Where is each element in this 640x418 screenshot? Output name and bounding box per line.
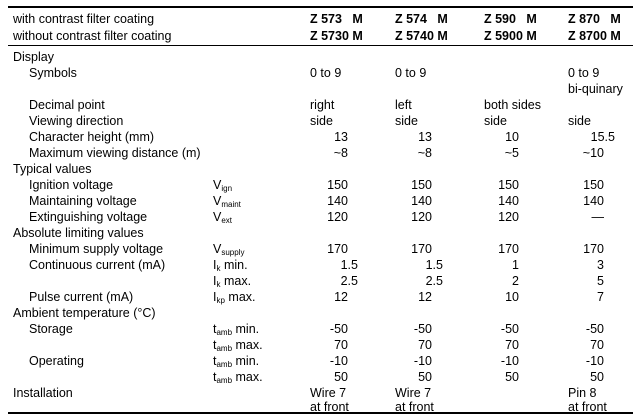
cell-operating-min-3: -10 <box>500 354 519 368</box>
row-contcurrent-label: Continuous current (mA) <box>29 258 166 272</box>
cell-installation-1b: at front <box>310 400 349 414</box>
sym-maintaining: $V_{maint}$ <box>213 194 241 209</box>
section-absolute: Absolute limiting values <box>13 226 144 240</box>
section-typical: Typical values <box>13 162 92 176</box>
cell-ignition-1: 150 <box>327 178 348 192</box>
cell-operating-min-1: -10 <box>329 354 348 368</box>
cell-storage-max-4: 70 <box>590 338 604 352</box>
cell-symbols-1: 0 to 9 <box>310 66 342 80</box>
cell-contcurrent-max-1: 2.5 <box>340 274 358 288</box>
cell-storage-min-2: -50 <box>413 322 432 336</box>
model-z5730: Z 5730 M <box>310 29 363 43</box>
cell-maxview-3: ~5 <box>504 146 519 160</box>
cell-contcurrent-min-4: 3 <box>597 258 604 272</box>
row-minsupply-label: Minimum supply voltage <box>29 242 164 256</box>
cell-maintaining-3: 140 <box>498 194 519 208</box>
cell-ignition-2: 150 <box>411 178 432 192</box>
cell-decimal-1: right <box>310 98 335 112</box>
header-row2-label: without contrast filter coating <box>13 29 172 43</box>
model-z8700: Z 8700 M <box>568 29 621 43</box>
cell-minsupply-2: 170 <box>411 242 432 256</box>
cell-storage-min-3: -50 <box>500 322 519 336</box>
cell-operating-min-2: -10 <box>413 354 432 368</box>
section-ambient: Ambient temperature (°C) <box>13 306 156 320</box>
model-z573: Z 573 M <box>310 12 363 26</box>
cell-symbols-4b: bi-quinary <box>568 82 623 96</box>
cell-viewing-3: side <box>484 114 507 128</box>
cell-contcurrent-max-2: 2.5 <box>425 274 443 288</box>
cell-maxview-4: ~10 <box>582 146 604 160</box>
model-z574: Z 574 M <box>395 12 448 26</box>
cell-pulsecurrent-1: 12 <box>334 290 348 304</box>
cell-symbols-2: 0 to 9 <box>395 66 427 80</box>
cell-installation-2a: Wire 7 <box>395 386 432 400</box>
row-viewing-label: Viewing direction <box>29 114 124 128</box>
cell-operating-max-1: 50 <box>334 370 348 384</box>
cell-storage-max-3: 70 <box>505 338 519 352</box>
cell-operating-max-2: 50 <box>418 370 432 384</box>
cell-operating-max-4: 50 <box>590 370 604 384</box>
top-rule <box>8 6 633 8</box>
cell-minsupply-3: 170 <box>498 242 519 256</box>
sym-storage-min: $t_{amb}$ min. <box>213 322 260 337</box>
cell-maintaining-2: 140 <box>411 194 432 208</box>
model-z5900: Z 5900 M <box>484 29 537 43</box>
row-maxview-label: Maximum viewing distance (m) <box>29 146 201 160</box>
row-maintaining-label: Maintaining voltage <box>29 194 137 208</box>
cell-ignition-4: 150 <box>583 178 604 192</box>
cell-storage-min-1: -50 <box>329 322 348 336</box>
row-storage-label: Storage <box>29 322 73 336</box>
cell-storage-min-4: -50 <box>585 322 604 336</box>
cell-viewing-1: side <box>310 114 333 128</box>
cell-pulsecurrent-3: 10 <box>505 290 519 304</box>
sym-extinguishing: $V_{ext}$ <box>213 210 233 225</box>
cell-contcurrent-max-3: 2 <box>512 274 519 288</box>
cell-extinguishing-3: 120 <box>498 210 519 224</box>
cell-decimal-2: left <box>395 98 412 112</box>
cell-charheight-4: 15.5 <box>590 130 615 144</box>
header-row1-label: with contrast filter coating <box>13 12 155 26</box>
cell-symbols-4: 0 to 9 <box>568 66 600 80</box>
cell-installation-1a: Wire 7 <box>310 386 347 400</box>
cell-installation-4a: Pin 8 <box>568 386 597 400</box>
cell-operating-max-3: 50 <box>505 370 519 384</box>
sym-minsupply: $V_{supply}$ <box>213 242 245 257</box>
cell-storage-max-2: 70 <box>418 338 432 352</box>
cell-installation-4b: at front <box>568 400 607 414</box>
cell-ignition-3: 150 <box>498 178 519 192</box>
sym-ignition: $V_{ign}$ <box>213 178 233 193</box>
sym-pulsecurrent: $I_{kp}$ max. <box>213 290 256 305</box>
cell-viewing-2: side <box>395 114 418 128</box>
row-charheight-label: Character height (mm) <box>29 130 155 144</box>
cell-operating-min-4: -10 <box>585 354 604 368</box>
cell-decimal-3: both sides <box>484 98 541 112</box>
cell-contcurrent-min-3: 1 <box>512 258 519 272</box>
sym-storage-max: $t_{amb}$ max. <box>213 338 263 353</box>
cell-maintaining-1: 140 <box>327 194 348 208</box>
cell-maxview-1: ~8 <box>333 146 348 160</box>
cell-contcurrent-min-2: 1.5 <box>425 258 443 272</box>
sym-contcurrent-max: $I_k$ max. <box>213 274 252 289</box>
cell-contcurrent-max-4: 5 <box>597 274 604 288</box>
cell-pulsecurrent-2: 12 <box>418 290 432 304</box>
cell-viewing-4: side <box>568 114 591 128</box>
cell-contcurrent-min-1: 1.5 <box>340 258 358 272</box>
sym-contcurrent-min: $I_k$ min. <box>213 258 248 273</box>
cell-installation-2b: at front <box>395 400 434 414</box>
model-z5740: Z 5740 M <box>395 29 448 43</box>
row-operating-label: Operating <box>29 354 84 368</box>
cell-storage-max-1: 70 <box>334 338 348 352</box>
model-z590: Z 590 M <box>484 12 537 26</box>
sym-operating-max: $t_{amb}$ max. <box>213 370 263 385</box>
row-extinguishing-label: Extinguishing voltage <box>29 210 148 224</box>
cell-pulsecurrent-4: 7 <box>597 290 604 304</box>
row-decimal-label: Decimal point <box>29 98 105 112</box>
row-pulsecurrent-label: Pulse current (mA) <box>29 290 134 304</box>
cell-charheight-3: 10 <box>505 130 519 144</box>
cell-extinguishing-2: 120 <box>411 210 432 224</box>
cell-maxview-2: ~8 <box>417 146 432 160</box>
cell-maintaining-4: 140 <box>583 194 604 208</box>
row-symbols-label: Symbols <box>29 66 77 80</box>
sym-operating-min: $t_{amb}$ min. <box>213 354 260 369</box>
cell-charheight-1: 13 <box>334 130 348 144</box>
cell-charheight-2: 13 <box>418 130 432 144</box>
header-rule <box>8 45 633 46</box>
section-display: Display <box>13 50 54 64</box>
cell-minsupply-4: 170 <box>583 242 604 256</box>
model-z870: Z 870 M <box>568 12 621 26</box>
row-installation-label: Installation <box>13 386 73 400</box>
cell-extinguishing-4: — <box>591 210 604 224</box>
cell-extinguishing-1: 120 <box>327 210 348 224</box>
cell-minsupply-1: 170 <box>327 242 348 256</box>
row-ignition-label: Ignition voltage <box>29 178 114 192</box>
